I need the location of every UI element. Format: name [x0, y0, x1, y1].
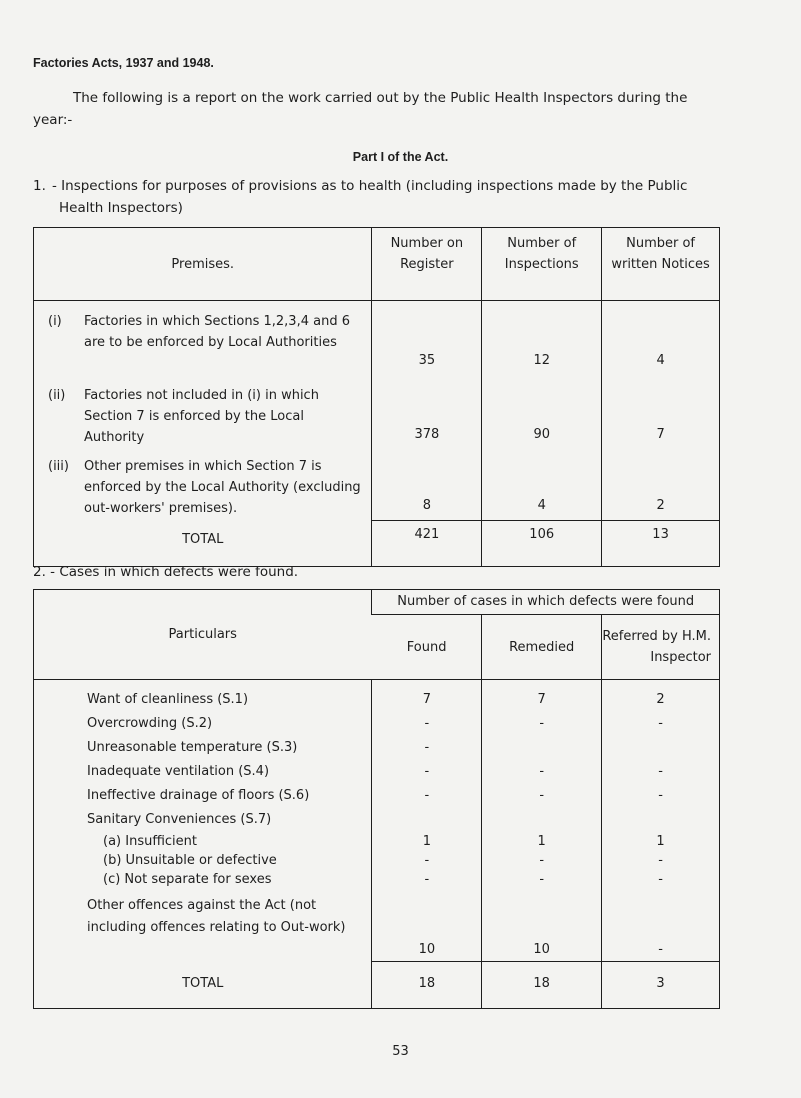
cell-notices: 4: [602, 301, 720, 378]
found-column: [372, 680, 482, 962]
cell-remedied: 10: [533, 942, 550, 957]
cell-remedied: -: [539, 853, 545, 868]
cell-remedied: 7: [537, 692, 546, 707]
col-remedied: Remedied: [482, 615, 602, 680]
total-referred: 3: [602, 962, 720, 1009]
cell-inspections: 4: [482, 448, 602, 520]
cell-remedied: [482, 736, 601, 760]
cell-remedied: -: [539, 788, 545, 803]
row-text: Other premises in which Section 7 is enforced by the Local Authority (excluding out-workers' premises).: [84, 459, 361, 516]
cell-remedied: 1: [537, 834, 546, 849]
document-title: Factories Acts, 1937 and 1948.: [33, 56, 214, 70]
cell-referred: -: [658, 764, 663, 779]
cell-remedied: -: [539, 764, 545, 779]
col-referred: Referred by H.M. Inspector: [602, 615, 720, 680]
group-header: Number of cases in which defects were found: [372, 590, 720, 615]
particular-item: Ineffective drainage of floors (S.6): [87, 788, 310, 803]
cell-found: -: [424, 788, 430, 803]
row-premises-text: [34, 456, 371, 519]
row-label: (iii): [48, 459, 69, 474]
cell-remedied: -: [539, 872, 545, 887]
particular-item: (b) Unsuitable or defective: [103, 853, 277, 868]
col-particulars: Particulars: [34, 590, 372, 680]
total-inspections: 106: [482, 520, 602, 567]
cell-inspections: 90: [482, 377, 602, 448]
section1-heading: - Inspections for purposes of provisions as to health (including inspections made by the Public Health Inspectors): [52, 178, 688, 216]
defects-body-row: [34, 680, 720, 962]
cell-referred: -: [658, 942, 663, 957]
col-found: Found: [372, 615, 482, 680]
page-number: 53: [392, 1044, 409, 1059]
cell-referred: -: [658, 716, 663, 731]
cell-referred: 2: [656, 692, 665, 707]
particular-item: (a) Insufficient: [103, 834, 197, 849]
row-text: Factories in which Sections 1,2,3,4 and 6 are to be enforced by Local Authorities: [84, 314, 350, 350]
cell-found: 10: [418, 942, 436, 957]
cell-remedied: -: [539, 716, 545, 731]
table-row: [34, 448, 720, 520]
inspections-table: [33, 227, 720, 567]
cell-notices: 7: [602, 377, 720, 448]
cell-register: 378: [372, 377, 482, 448]
referred-column: [602, 680, 720, 962]
cell-referred: 1: [656, 834, 665, 849]
defects-group-header-row: [34, 590, 720, 615]
particular-item-other: Other offences against the Act (not including offences relating to Out-work): [87, 898, 346, 935]
cell-inspections: 12: [482, 301, 602, 378]
cell-remedied: [482, 808, 601, 832]
total-notices: 13: [602, 520, 720, 567]
particular-item: Overcrowding (S.2): [87, 716, 213, 731]
cell-referred: [602, 808, 719, 832]
row-label: (ii): [48, 388, 66, 403]
particular-item: (c) Not separate for sexes: [103, 872, 272, 887]
cell-notices: 2: [602, 448, 720, 520]
row-premises-text: [34, 385, 371, 448]
row-text: Factories not included in (i) in which Section 7 is enforced by the Local Authority: [84, 388, 319, 445]
cell-found: -: [424, 740, 430, 755]
particular-item: Sanitary Conveniences (S.7): [87, 812, 272, 827]
col-inspections: Number of Inspections: [482, 228, 602, 301]
total-remedied: 18: [482, 962, 602, 1009]
cell-found: -: [424, 853, 430, 868]
cell-register: 8: [372, 448, 482, 520]
defects-table: [33, 589, 720, 1009]
total-row: [34, 962, 720, 1009]
particular-item: Want of cleanliness (S.1): [87, 692, 249, 707]
total-found: 18: [372, 962, 482, 1009]
total-row: [34, 520, 720, 567]
cell-referred: [602, 736, 719, 760]
cell-found: -: [424, 872, 430, 887]
cell-register: 35: [372, 301, 482, 378]
table-row: [34, 301, 720, 378]
total-register: 421: [372, 520, 482, 567]
inspections-header-row: [34, 228, 720, 301]
cell-found: -: [424, 716, 430, 731]
cell-referred: -: [658, 872, 663, 887]
table-row: [34, 377, 720, 448]
cell-found: -: [424, 764, 430, 779]
particular-item: Unreasonable temperature (S.3): [87, 740, 298, 755]
section1-number: 1.: [33, 178, 46, 194]
cell-referred: -: [658, 788, 663, 803]
col-notices: Number of written Notices: [602, 228, 720, 301]
col-register: Number on Register: [372, 228, 482, 301]
particular-item: Inadequate ventilation (S.4): [87, 764, 270, 779]
cell-found: 1: [422, 834, 431, 849]
cell-referred: -: [658, 853, 663, 868]
section2-heading: 2. - Cases in which defects were found.: [33, 564, 299, 580]
row-label: (i): [48, 314, 62, 329]
part-heading: Part I of the Act.: [352, 150, 449, 164]
intro-paragraph: The following is a report on the work carried out by the Public Health Inspectors during the year:-: [33, 90, 688, 128]
particulars-column: [34, 680, 372, 962]
total-label: TOTAL: [182, 532, 224, 547]
col-premises: Premises.: [34, 228, 372, 301]
remedied-column: [482, 680, 602, 962]
row-premises-text: [34, 311, 371, 353]
cell-found: 7: [422, 692, 431, 707]
cell-found: [372, 808, 481, 832]
total-label: TOTAL: [182, 975, 224, 991]
